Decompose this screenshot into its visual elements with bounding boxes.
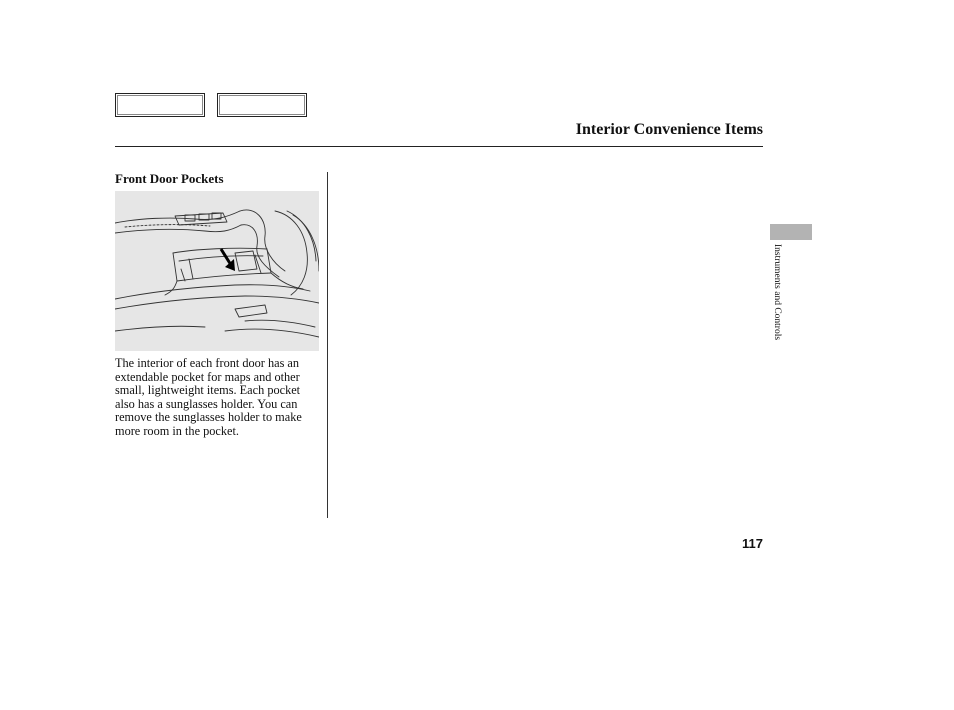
page-number: 117	[742, 536, 763, 551]
pocket-arrow-icon	[221, 249, 235, 271]
nav-previous-button[interactable]	[115, 93, 205, 117]
chapter-label: Instruments and Controls	[772, 244, 782, 341]
page-title: Interior Convenience Items	[575, 121, 763, 138]
section-body-text: The interior of each front door has an extendable pocket for maps and other small, lightweight items. Each pocket also has a sunglasses holder. You can remove the sunglasses holder to make more room in the pocket.	[115, 356, 302, 438]
chapter-tab	[770, 224, 812, 240]
door-pocket-drawing	[115, 191, 319, 351]
door-pocket-illustration	[115, 191, 319, 351]
title-rule	[115, 146, 763, 147]
nav-next-button[interactable]	[217, 93, 307, 117]
column-divider	[327, 172, 328, 518]
section-heading: Front Door Pockets	[115, 171, 224, 186]
